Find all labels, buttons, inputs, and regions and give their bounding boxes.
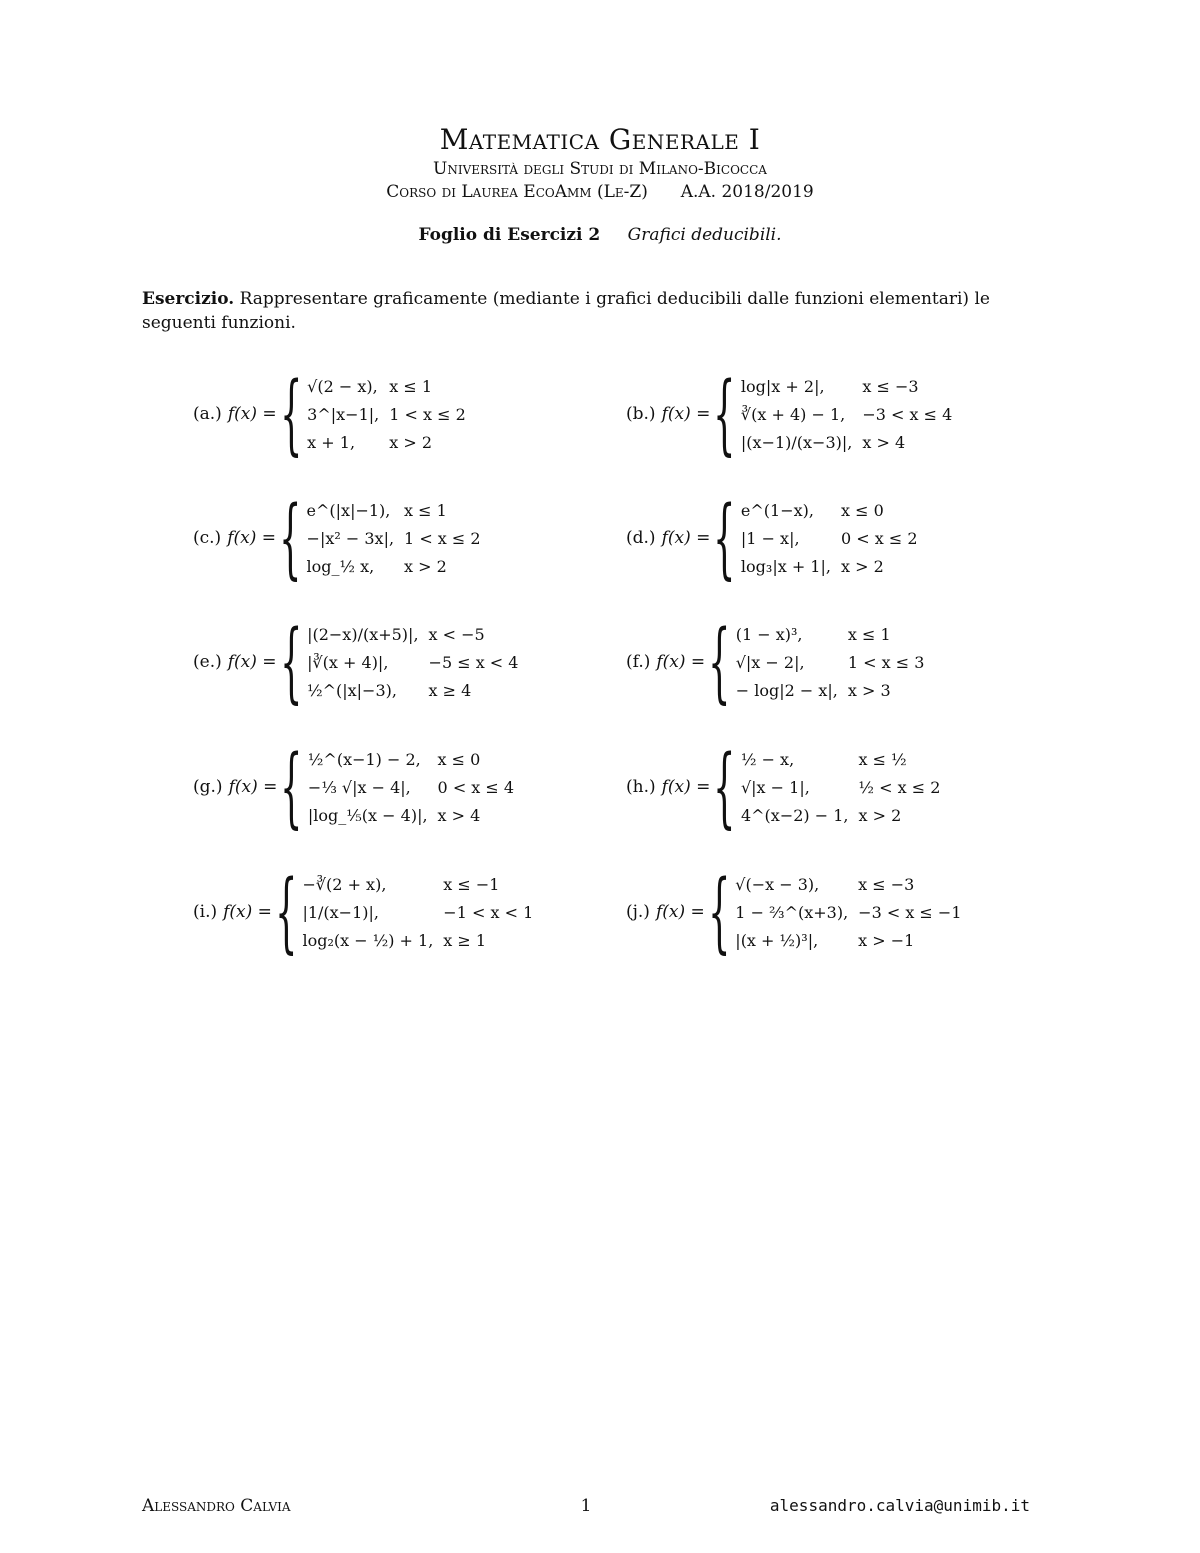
brace-icon: { [279,362,303,466]
brace-icon: { [275,860,298,964]
case-cond: x > 2 [840,556,884,576]
exercise-f [626,610,934,714]
footer-email[interactable]: alessandro.calvia@unimib.it [769,1496,1030,1515]
page-header [0,122,1200,204]
case-expr: log_½ x, [306,556,375,576]
sheet-heading [0,225,1200,245]
case-expr: log₃|x + 1|, [740,556,831,576]
case-expr: (1 − x)³, [735,624,803,644]
brace-icon: { [707,860,731,964]
case-cond: x ≥ 4 [428,680,472,700]
brace-icon: { [280,735,303,839]
case-expr: |log_⅕(x − 4)|, [307,805,428,825]
case-cond: −3 < x ≤ −1 [858,902,962,922]
case-expr: |(x−1)/(x−3)|, [740,432,853,452]
case-expr: e^(|x|−1), [306,500,391,520]
brace-icon: { [713,486,736,590]
case-expr: √(2 − x), [307,376,378,396]
exercise-e-label: (e.) [193,652,222,672]
case-cond: 0 < x ≤ 4 [437,777,515,797]
exercise-f-fx: f(x) = [656,652,706,672]
exercise-g [193,735,524,839]
exercise-h [626,735,950,839]
case-cond: x ≤ ½ [858,749,907,769]
brace-icon: { [708,610,731,714]
case-expr: ½^(|x|−3), [307,680,397,700]
exercise-a-cases [307,372,476,456]
case-expr: |(2−x)/(x+5)|, [307,624,419,644]
case-cond: x > 4 [437,805,481,825]
case-expr: −∛(2 + x), [302,874,387,894]
case-expr: −⅓ √|x − 4|, [307,777,411,797]
case-expr: 1 − ⅔^(x+3), [735,902,849,922]
case-cond: 0 < x ≤ 2 [840,528,918,548]
exercise-j-fx: f(x) = [655,902,705,922]
exercise-h-label: (h.) [626,777,656,797]
case-cond: x ≥ 1 [443,930,487,950]
exercise-b-fx: f(x) = [661,404,711,424]
case-cond: x > 2 [404,556,447,576]
exercise-g-label: (g.) [193,777,223,797]
university-name: Università degli Studi di Milano-Bicocca [433,159,767,179]
case-cond: x < −5 [428,624,485,644]
sheet-label: Foglio di Esercizi 2 [418,225,601,245]
exercise-i [193,860,543,964]
exercise-d [626,486,928,590]
case-expr: 3^|x−1|, [307,404,380,424]
exercise-g-cases [308,745,524,829]
exercise-c-label: (c.) [193,528,222,548]
exercise-j-label: (j.) [626,902,650,922]
case-cond: −5 ≤ x < 4 [428,652,519,672]
case-cond: x > 2 [858,805,902,825]
brace-icon: { [279,610,302,714]
exercise-label: Esercizio. [142,289,235,309]
case-expr: − log|2 − x|, [735,680,838,700]
academic-year: A.A. 2018/2019 [680,182,814,202]
footer-author: Alessandro Calvia [142,1496,291,1516]
exercise-i-label: (i.) [193,902,218,922]
case-cond: 1 < x ≤ 3 [847,652,925,672]
case-cond: x ≤ 1 [847,624,891,644]
exercise-f-label: (f.) [626,652,651,672]
case-cond: x ≤ −3 [862,376,919,396]
case-cond: x > 3 [847,680,891,700]
exercise-d-label: (d.) [626,528,656,548]
exercise-c-fx: f(x) = [227,528,276,548]
case-expr: −|x² − 3x|, [306,528,395,548]
exercise-i-cases [302,870,543,954]
exercise-g-fx: f(x) = [228,777,278,797]
course-name: Corso di Laurea EcoAmm (Le-Z) [386,182,648,202]
case-cond: x > 4 [862,432,906,452]
case-cond: x ≤ −3 [858,874,915,894]
case-expr: √(−x − 3), [735,874,820,894]
exercise-a-label: (a.) [193,404,222,424]
case-expr: |∛(x + 4)|, [307,652,389,672]
exercise-b-cases [741,372,962,456]
course-line [0,181,1200,204]
case-expr: √|x − 2|, [735,652,805,672]
case-cond: −3 < x ≤ 4 [862,404,953,424]
case-cond: x ≤ −1 [443,874,500,894]
brace-icon: { [713,362,736,466]
case-expr: |(x + ½)³|, [735,930,819,950]
case-cond: x > −1 [858,930,915,950]
page-title: Matematica Generale I [439,123,761,156]
exercise-e-cases [307,620,528,704]
case-cond: x ≤ 1 [389,376,432,396]
case-expr: |1/(x−1)|, [302,902,379,922]
case-cond: 1 < x ≤ 2 [389,404,466,424]
exercise-j [626,860,972,964]
case-cond: ½ < x ≤ 2 [858,777,941,797]
case-cond: x ≤ 0 [437,749,481,769]
exercise-c [193,486,491,590]
exercise-b-label: (b.) [626,404,656,424]
exercise-h-fx: f(x) = [661,777,711,797]
case-expr: √|x − 1|, [740,777,810,797]
case-expr: ½^(x−1) − 2, [307,749,421,769]
case-expr: 4^(x−2) − 1, [740,805,849,825]
sheet-topic: Grafici deducibili. [627,225,782,245]
exercise-e-fx: f(x) = [227,652,277,672]
exercise-h-cases [741,745,950,829]
exercise-i-fx: f(x) = [223,902,272,922]
brace-icon: { [713,735,736,839]
exercise-a [193,362,476,466]
case-cond: x ≤ 0 [840,500,884,520]
case-expr: log₂(x − ½) + 1, [302,930,434,950]
exercise-c-cases [307,496,491,580]
case-expr: x + 1, [307,432,356,452]
exercise-j-cases [735,870,971,954]
exercise-e [193,610,528,714]
case-cond: x > 2 [389,432,432,452]
case-expr: e^(1−x), [740,500,814,520]
exercise-f-cases [736,620,935,704]
case-expr: log|x + 2|, [740,376,825,396]
brace-icon: { [279,486,302,590]
exercise-b [626,362,962,466]
case-cond: 1 < x ≤ 2 [404,528,481,548]
exercise-d-fx: f(x) = [661,528,711,548]
case-expr: |1 − x|, [740,528,800,548]
exercise-intro [142,287,1042,335]
case-expr: ∛(x + 4) − 1, [740,404,846,424]
page-number: 1 [580,1496,592,1516]
case-expr: ½ − x, [740,749,795,769]
case-cond: x ≤ 1 [404,500,447,520]
exercise-text: Rappresentare graficamente (mediante i grafici deducibili dalle funzioni elementari) le seguenti funzioni. [142,289,990,333]
case-cond: −1 < x < 1 [443,902,534,922]
exercise-d-cases [741,496,928,580]
exercise-a-fx: f(x) = [227,404,277,424]
